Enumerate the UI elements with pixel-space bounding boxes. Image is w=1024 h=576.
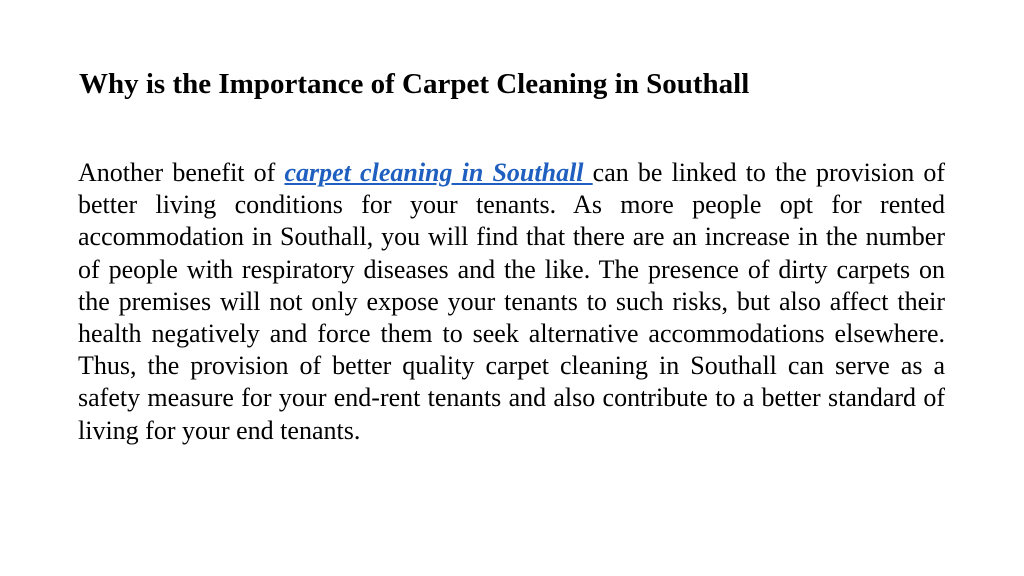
paragraph-text-intro: Another benefit of	[78, 158, 285, 187]
carpet-cleaning-link[interactable]: carpet cleaning in Southall	[284, 158, 593, 187]
page-title: Why is the Importance of Carpet Cleaning in Southall	[79, 68, 750, 100]
body-paragraph	[78, 157, 945, 447]
paragraph-text-main: can be linked to the provision of better living conditions for your tenants. As more people opt for rented accommodation in Southall, you will find that there are an increase in the number of people with respiratory diseases and the like. The presence of dirty carpets on the premises will not only expose your tenants to such risks, but also affect their health negatively and force them to seek alternative accommodations elsewhere. Thus, the provision of better quality carpet cleaning in Southall can serve as a safety measure for your end-rent tenants and also contribute to a better standard of living for your end tenants.	[78, 158, 946, 445]
